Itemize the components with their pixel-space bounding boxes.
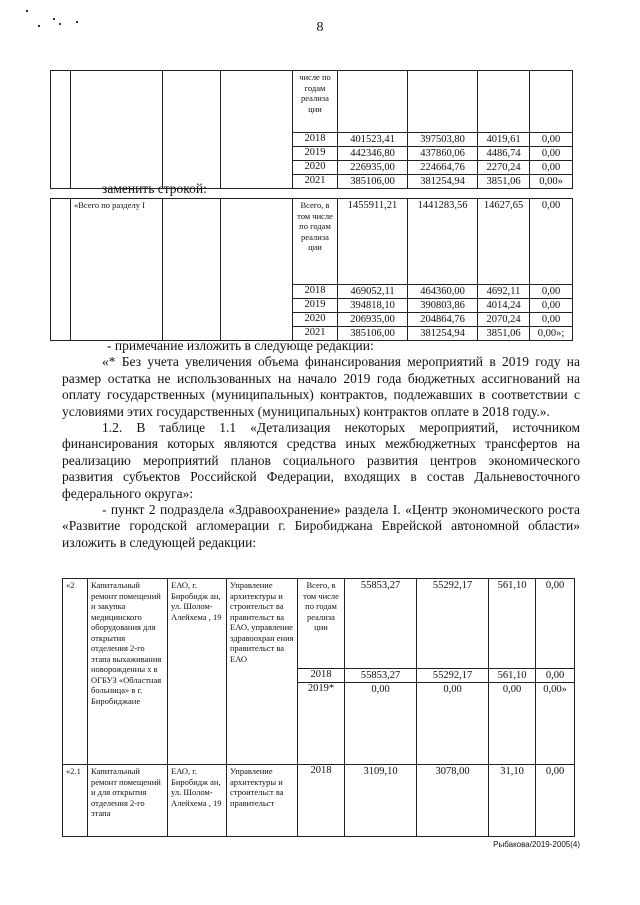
cell-name: «Всего по разделу I [71, 199, 163, 341]
cell-num [51, 71, 71, 189]
table-row: 2021 385106,00 381254,94 3851,06 0,00»; [51, 327, 573, 341]
table-row: 2019* 0,00 0,00 0,00 0,00» [63, 683, 575, 765]
section-1-2: 1.2. В таблице 1.1 «Детализация некоторых мероприятий, источником финансирования которых являются средства иных межбюджетных трансфертов на реализацию мероприятий планов социального развития центров экономического развития субъектов Российской Федерации, входящих в состав Дальневосточного федерального округа»: [62, 420, 580, 501]
table-section-old [50, 70, 573, 189]
cell-num: «2 [63, 579, 88, 765]
table-row: 2020 226935,00 224664,76 2270,24 0,00 [51, 161, 573, 175]
replace-label: заменить строкой: [102, 181, 207, 196]
cell-name [71, 71, 163, 189]
cell-address [163, 71, 221, 189]
cell-executor [221, 199, 293, 341]
footer-doc-id: Рыбакова/2019-2005(4) [493, 840, 580, 849]
table-row: 2019 394818,10 390803,86 4014,24 0,00 [51, 299, 573, 313]
note-intro: - примечание изложить в следующе редакции: [107, 338, 374, 353]
cell-period-label: Всего, в том числе по годам реализа ции [293, 199, 338, 285]
cell-num [51, 199, 71, 341]
item-2-instruction: - пункт 2 подраздела «Здравоохранение» раздела I. «Центр экономического роста «Развитие городской агломерации г. Биробиджана Еврейской автономной области» изложить в следующей редакции: [62, 502, 580, 550]
cell-period-label: числе по годам реализа ции [293, 71, 338, 133]
table-row: «2.1 Капитальный ремонт помещений и для открытия отделения 2-го этапа ЕАО, г. Биробидж ан, ул. Шолом-Алейхема , 19 Управление архитектуры и строительст ва правительст 2018 3109,10 3078,00 31,10 0,00 [63, 765, 575, 837]
table-row: 2021 385106,00 381254,94 3851,06 0,00» [51, 175, 573, 189]
note-body: «* Без учета увеличения объема финансирования мероприятий в 2019 году на размер остатка не использованных на начало 2019 года бюджетных ассигнований на оплату государственных (муниципальных) контрактов, подлежавших в соответствии с условиями этих государственных (муниципальных) контрактов оплате в 2018 году.». [62, 354, 580, 419]
table-row: 2018 401523,41 397503,80 4019,61 0,00 [51, 133, 573, 147]
table-row: 2018 469052,11 464360,00 4692,11 0,00 [51, 285, 573, 299]
cell-period-label: Всего, в том числе по годам реализа ции [298, 579, 345, 669]
table-item-2: «2 Капитальный ремонт помещений и закупка медицинского оборудования для открытия отделения 2-го этапа выхаживания новорожденны х в ОГБУЗ «Областная больница» в г. Биробиджане ЕАО, г. Биробидж ан, ул. Шолом-Алейхема , 19 Управление архитектуры и строительст ва правительст ва ЕАО, управление здравоохран ения правительст ва ЕАО Всего, в том числе по годам реализа ции 55853,27 55292,17 561,10 0,00 2018 55853,27 55292,17 561,10 0,00 2019* 0,00 0,00 0,00 0,00» «2.1 Капитальный ремонт помещений и для открытия отделения 2-го этапа ЕАО, г. Биробидж ан, ул. Шолом-Алейхема , 19 Управление архитектуры и строительст ва правительст 2018 3109,10 3078,00 31,10 0,00 [62, 578, 575, 837]
table-row: 2020 206935,00 204864,76 2070,24 0,00 [51, 313, 573, 327]
cell-name: Капитальный ремонт помещений и закупка медицинского оборудования для открытия отделения 2-го этапа выхаживания новорожденны х в ОГБУЗ «Областная больница» в г. Биробиджане [88, 579, 168, 765]
cell-executor [221, 71, 293, 189]
table-row: 2019 442346,80 437860,06 4486,74 0,00 [51, 147, 573, 161]
table-section-new: «Всего по разделу I Всего, в том числе по годам реализа ции 1455911,21 1441283,56 14627,65 0,00 2018 469052,11 464360,00 4692,11 0,00 2019 394818,10 390803,86 4014,24 0,00 2020 206935,00 204864,76 2070,24 0,00 2021 385106,00 381254,94 3851,06 0,00»; [50, 198, 573, 341]
cell-executor: Управление архитектуры и строительст ва правительст ва ЕАО, управление здравоохран ения правительст ва ЕАО [227, 579, 298, 765]
body-text [62, 338, 580, 551]
page-number: 8 [316, 20, 324, 35]
cell-address [163, 199, 221, 341]
table-row: 2018 55853,27 55292,17 561,10 0,00 [63, 669, 575, 683]
cell-address: ЕАО, г. Биробидж ан, ул. Шолом-Алейхема , 19 [168, 579, 227, 765]
